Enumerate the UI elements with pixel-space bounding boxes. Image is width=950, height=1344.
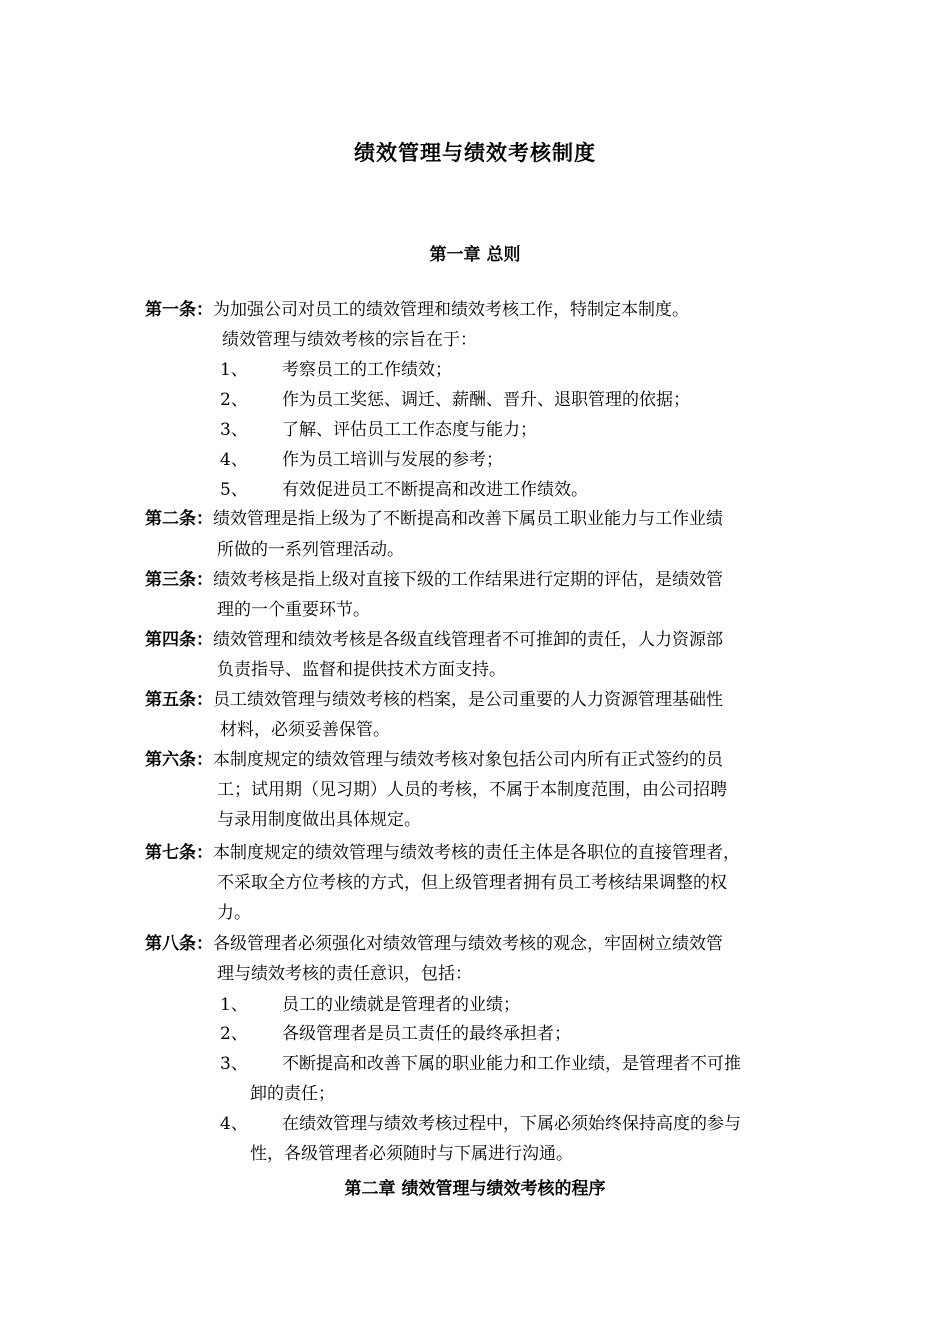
list-item	[220, 1053, 741, 1075]
list-text: 不断提高和改善下属的职业能力和工作业绩，是管理者不可推	[282, 1054, 741, 1074]
list-text: 在绩效管理与绩效考核过程中，下属必须始终保持高度的参与	[282, 1114, 741, 1134]
list-number: 3、	[220, 420, 248, 440]
article-label: 第七条：	[145, 843, 213, 863]
list-number: 2、	[220, 390, 248, 410]
article-6-continuation: 与录用制度做出具体规定。	[217, 810, 421, 830]
list-item	[220, 359, 452, 381]
article-text: 绩效管理是指上级为了不断提高和改善下属员工职业能力与工作业绩	[213, 509, 723, 529]
article-3	[145, 569, 723, 591]
list-text: 作为员工奖惩、调迁、薪酬、晋升、退职管理的依据；	[282, 390, 690, 410]
article-text: 本制度规定的绩效管理与绩效考核对象包括公司内所有正式签约的员	[213, 750, 723, 770]
article-text: 为加强公司对员工的绩效管理和绩效考核工作，特制定本制度。	[213, 300, 689, 320]
article-6	[145, 749, 723, 771]
list-text: 考察员工的工作绩效；	[282, 360, 452, 380]
article-8	[145, 933, 723, 955]
article-3-continuation: 理的一个重要环节。	[217, 600, 370, 620]
list-item-continuation: 卸的责任；	[250, 1084, 335, 1104]
article-1	[145, 299, 689, 321]
list-item	[220, 994, 520, 1016]
article-text: 绩效管理和绩效考核是各级直线管理者不可推卸的责任，人力资源部	[213, 630, 723, 650]
article-2-continuation: 所做的一系列管理活动。	[217, 540, 404, 560]
article-label: 第八条：	[145, 934, 213, 954]
list-text: 员工的业绩就是管理者的业绩；	[282, 995, 520, 1015]
list-item	[220, 389, 690, 411]
article-4-continuation: 负责指导、监督和提供技术方面支持。	[217, 660, 506, 680]
article-text: 本制度规定的绩效管理与绩效考核的责任主体是各职位的直接管理者，	[213, 843, 740, 863]
list-item	[220, 449, 503, 471]
article-label: 第三条：	[145, 570, 213, 590]
article-1-intro: 绩效管理与绩效考核的宗旨在于：	[222, 330, 477, 350]
list-number: 4、	[220, 1114, 248, 1134]
article-7-continuation: 不采取全方位考核的方式，但上级管理者拥有员工考核结果调整的权	[217, 873, 727, 893]
list-text: 了解、评估员工工作态度与能力；	[282, 420, 537, 440]
list-text: 各级管理者是员工责任的最终承担者；	[282, 1024, 571, 1044]
article-8-continuation: 理与绩效考核的责任意识，包括：	[217, 964, 472, 984]
article-text: 员工绩效管理与绩效考核的档案，是公司重要的人力资源管理基础性	[213, 690, 723, 710]
article-label: 第五条：	[145, 690, 213, 710]
chapter-1-heading: 第一章 总则	[429, 245, 521, 265]
article-2	[145, 508, 723, 530]
list-item	[220, 479, 588, 501]
list-number: 4、	[220, 450, 248, 470]
list-item	[220, 1113, 741, 1135]
article-label: 第二条：	[145, 509, 213, 529]
list-number: 1、	[220, 995, 248, 1015]
list-text: 有效促进员工不断提高和改进工作绩效。	[282, 480, 588, 500]
article-4	[145, 629, 723, 651]
list-item	[220, 419, 537, 441]
list-number: 5、	[220, 480, 248, 500]
list-item-continuation: 性，各级管理者必须随时与下属进行沟通。	[250, 1144, 573, 1164]
article-text: 各级管理者必须强化对绩效管理与绩效考核的观念，牢固树立绩效管	[213, 934, 723, 954]
list-text: 作为员工培训与发展的参考；	[282, 450, 503, 470]
list-item	[220, 1023, 571, 1045]
article-7	[145, 842, 740, 864]
article-label: 第四条：	[145, 630, 213, 650]
list-number: 1、	[220, 360, 248, 380]
article-label: 第一条：	[145, 300, 213, 320]
list-number: 2、	[220, 1024, 248, 1044]
article-6-continuation: 工；试用期（见习期）人员的考核，不属于本制度范围，由公司招聘	[217, 780, 727, 800]
article-7-continuation: 力。	[217, 903, 251, 923]
document-title: 绩效管理与绩效考核制度	[354, 141, 596, 165]
article-text: 绩效考核是指上级对直接下级的工作结果进行定期的评估，是绩效管	[213, 570, 723, 590]
article-5-continuation: 材料，必须妥善保管。	[220, 720, 390, 740]
chapter-2-heading: 第二章 绩效管理与绩效考核的程序	[344, 1179, 606, 1199]
list-number: 3、	[220, 1054, 248, 1074]
article-label: 第六条：	[145, 750, 213, 770]
article-5	[145, 689, 723, 711]
